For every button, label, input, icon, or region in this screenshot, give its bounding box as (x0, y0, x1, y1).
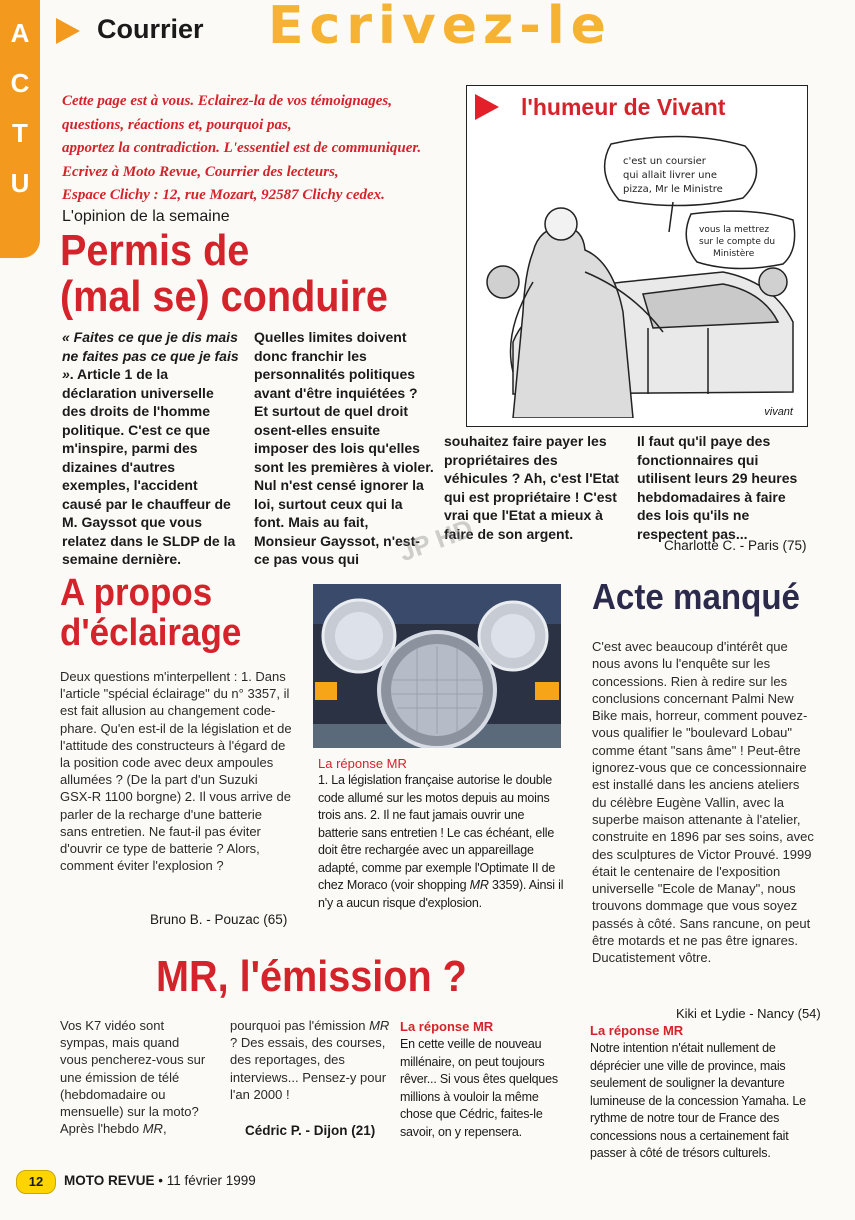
watermark: JP HD (394, 512, 477, 568)
eclairage-reponse-label: La réponse MR (318, 756, 407, 771)
cartoon-title: l'humeur de Vivant (521, 94, 726, 120)
emission-col2-mr: MR (369, 1018, 390, 1033)
page-number-badge: 12 (16, 1170, 56, 1194)
side-letter-a: A (10, 18, 30, 48)
eclairage-headline-line2: d'éclairage (60, 611, 242, 654)
footer-magazine: MOTO REVUE (64, 1173, 155, 1188)
acte-headline: Acte manqué (592, 576, 800, 617)
cartoon-arrow-icon (475, 94, 499, 120)
emission-headline: MR, l'émission ? (156, 952, 467, 1001)
opinion-column-4: Il faut qu'il paye des fonctionnaires qui utilisent leurs 29 heures hebdomadaires à faire des lois qu'ils ne respectent pas... (637, 433, 798, 542)
footer-date: • 11 février 1999 (154, 1173, 256, 1188)
opinion-column-1 (62, 328, 240, 569)
opinion-signature: Charlotte C. - Paris (75) (664, 538, 807, 553)
cartoon-drawing (473, 132, 799, 418)
emission-col2-a: pourquoi pas l'émission (230, 1018, 370, 1033)
svg-text:Ministère: Ministère (713, 249, 755, 259)
eclairage-headline (60, 574, 241, 654)
side-letter-u: U (10, 168, 30, 198)
section-sidebar (0, 0, 40, 258)
opinion-headline-line2: (mal se) conduire (60, 272, 388, 322)
emission-column-2 (230, 1017, 390, 1103)
emission-col1-a: Vos K7 vidéo sont sympas, mais quand vous pencherez-vous sur une émission de télé (hebdomadaire ou mensuelle) sur la moto? Après l'hebdo (60, 1018, 206, 1137)
eclairage-reponse-a: 1. La législation française autorise le double code allumé sur les motos depuis au moins trois ans. 2. Il ne faut jamais ouvrir une batterie sans entretien ! Le cas échéant, elle doit être rechargée avec un appareillage adapté, comme par exemple l'Optimate II de chez Moraco (voir shopping (318, 773, 556, 892)
emission-reponse-label: La réponse MR (400, 1019, 494, 1034)
rubric-title: Courrier (97, 14, 204, 44)
svg-text:qui allait livrer une: qui allait livrer une (623, 170, 717, 181)
opinion-kicker: L'opinion de la semaine (62, 208, 230, 225)
emission-column-1 (60, 1017, 210, 1137)
eclairage-reponse-b: 3359). Ainsi il n'y a aucun risque d'explosion. (318, 878, 564, 910)
svg-text:pizza, Mr le Ministre: pizza, Mr le Ministre (623, 184, 723, 195)
side-letter-t: T (12, 118, 28, 148)
rubric-arrow-icon (56, 18, 80, 44)
cartoon-artist: vivant (764, 406, 793, 418)
emission-signature: Cédric P. - Dijon (21) (245, 1123, 376, 1138)
footer-line (64, 1173, 256, 1188)
emission-reponse: En cette veille de nouveau millénaire, on peut toujours rêver... Si vous êtes quelques millions à vouloir la même chose que Cédric, faites-le savoir, on y repensera. (400, 1037, 558, 1139)
svg-text:sur le compte du: sur le compte du (699, 237, 776, 247)
intro-text: Cette page est à vous. Eclairez-la de vos témoignages, questions, réactions et, pourquoi pas, apportez la contradiction. L'essentiel est de communiquer. Ecrivez à Moto Revue, Courrier des lecteurs, Espace Clichy : 12, rue Mozart, 92587 Clichy cedex. (62, 93, 422, 203)
page-title: Ecrivez-le (268, 0, 612, 56)
acte-reponse: Notre intention n'était nullement de déprécier une ville de province, mais seulement de souligner la devanture lumineuse de la concession Yamaha. Le rythme de notre tour de France des concessions nous a certainement fait passer à côté de trésors culturels. (590, 1041, 806, 1160)
emission-col2-b: ? Des essais, des courses, des reportages, des interviews... Pensez-y pour l'an 2000 ! (230, 1035, 387, 1102)
headlight-photo (313, 584, 561, 748)
eclairage-reponse (318, 772, 566, 912)
opinion-col1-text: . Article 1 de la déclaration universelle des droits de l'homme politique. C'est ce que m'inspire, parmi des dizaines d'autres exemples, l'accident causé par le chauffeur de M. Gayssot que vous relatez dans le SLDP de la semaine dernière. (62, 366, 236, 567)
opinion-headline (60, 228, 388, 320)
side-letter-c: C (10, 68, 30, 98)
opinion-column-2: Quelles limites doivent donc franchir les personnalités politiques avant d'être inquiétées ? Et surtout de quel droit osent-elles ensuite imposer des lois qu'elles sont les premières à violer. Nul n'est censé ignorer la loi, surtout ceux qui la font. Mais au fait, Monsieur Gayssot, n'est-ce pas vous qui (254, 329, 434, 567)
eclairage-body: Deux questions m'interpellent : 1. Dans l'article "spécial éclairage" du n° 3357, il est fait allusion au changement code-phare. Qu'en est-il de la législation et de l'attitude des constructeurs à l'égard de la position code avec deux ampoules allumées ? (De la part d'un Suzuki GSX-R 1100 borgne) 2. Il vous arrive de parler de la recharge d'une batterie sans entretien. Ne faut-il pas éviter d'ouvrir ce type de batterie ? Alors, comment éviter l'explosion ? (60, 669, 292, 874)
eclairage-headline-line1: A propos (60, 572, 213, 614)
eclairage-reponse-mr: MR (469, 878, 489, 892)
svg-text:c'est un coursier: c'est un coursier (623, 156, 706, 167)
eclairage-signature: Bruno B. - Pouzac (65) (150, 912, 288, 927)
acte-body: C'est avec beaucoup d'intérêt que nous avons lu l'enquête sur les concessions. Rien à redire sur les conclusions concernant Palmi New Bike mais, horreur, comment pouvez-vous qualifier le "boulevard Lobau" comme étant "sans âme" ! Peut-être ignorez-vous que ce concessionnaire est installé dans les anciens ateliers du célèbre Eugène Vallin, avec la superbe maison attenante à l'atelier, construite en 1896 par ses soins, avec des sculptures de Victor Prouvé. 1999 était le centenaire de l'exposition universelle "Ecole de Manay", nous trouvons dommage que vous soyez passés à côté. Sans rancune, on peut être motards et ne pas être ignares. Ducatistement vôtre. (592, 639, 814, 966)
opinion-headline-line1: Permis de (60, 226, 250, 275)
emission-col1-mr: MR (142, 1121, 163, 1137)
emission-col1-b: , (162, 1121, 167, 1137)
opinion-column-3: souhaitez faire payer les propriétaires des véhicules ? Ah, c'est l'Etat qui est propriétaire ! C'est vrai que l'Etat a mieux à faire de son argent. (444, 433, 619, 542)
acte-reponse-label: La réponse MR (590, 1023, 684, 1038)
opinion-quote: « Faites ce que je dis mais ne faites pas ce que je fais » (62, 329, 239, 382)
svg-text:vous la mettrez: vous la mettrez (699, 225, 770, 235)
cartoon-panel (466, 85, 808, 427)
acte-signature: Kiki et Lydie - Nancy (54) (676, 1006, 821, 1021)
